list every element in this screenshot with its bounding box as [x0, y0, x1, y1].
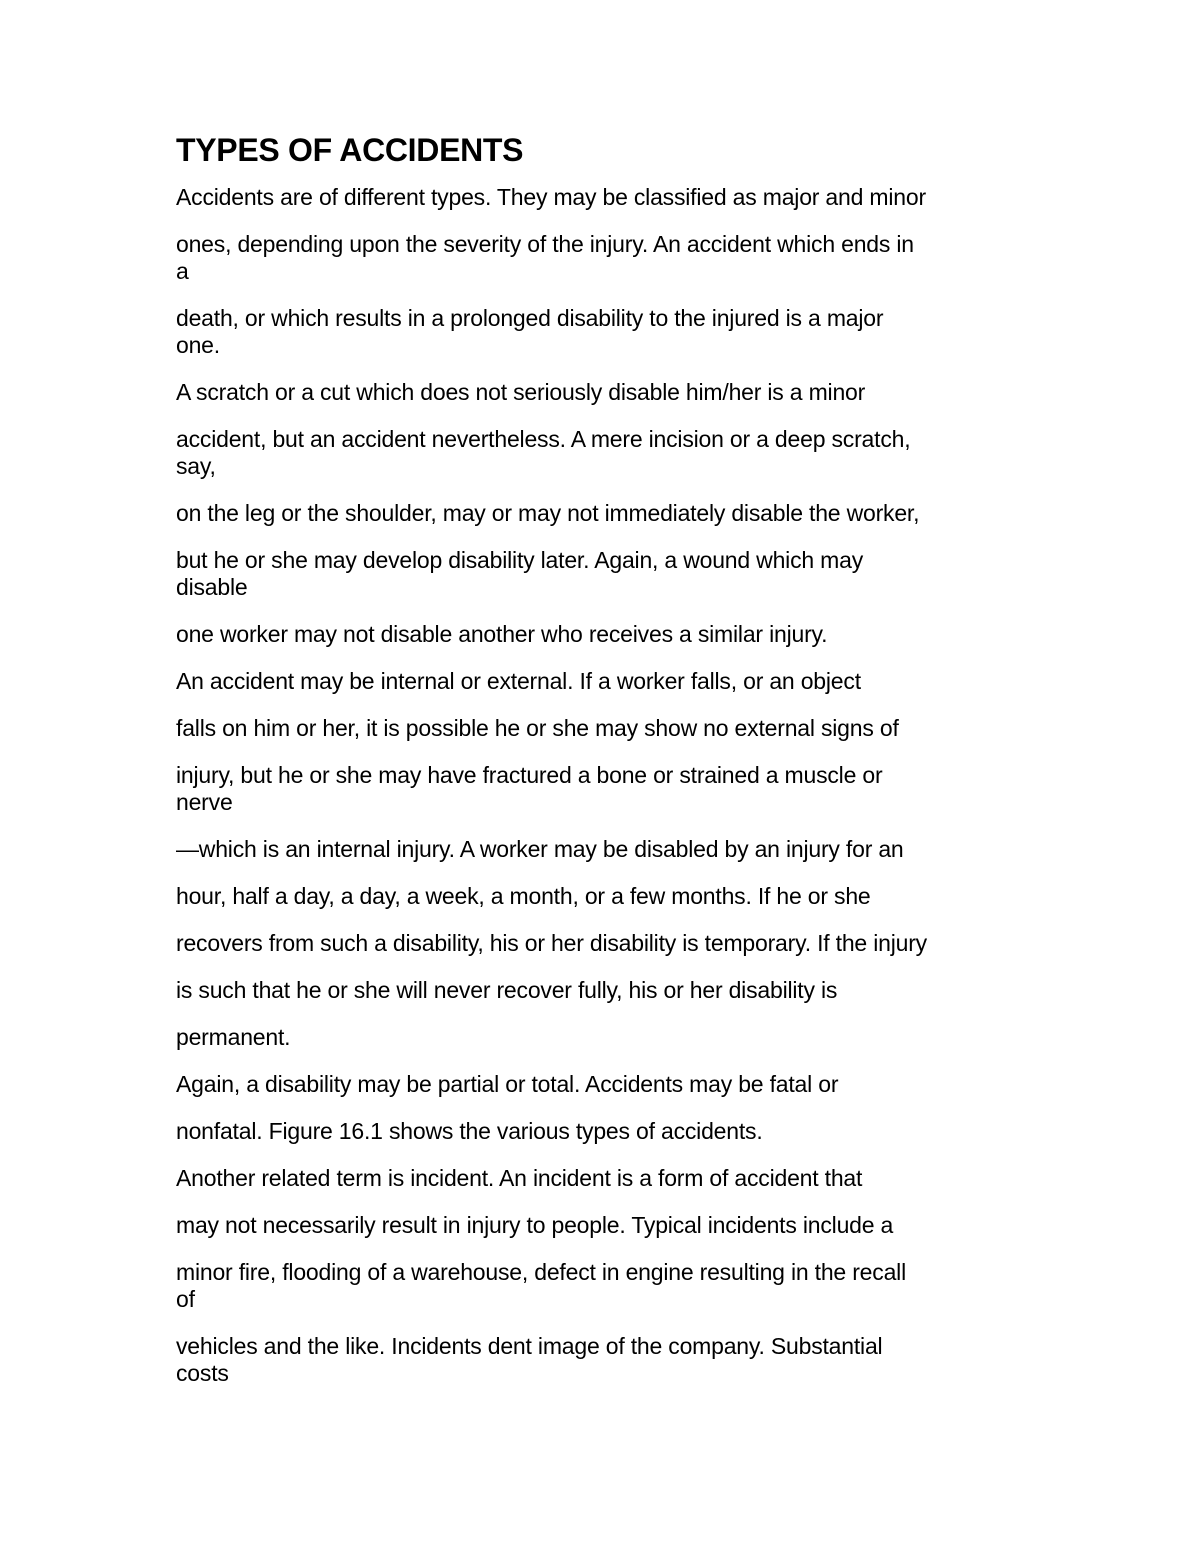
- text-line: death, or which results in a prolonged disability to the injured is a major one.: [176, 305, 884, 358]
- text-line: one worker may not disable another who receives a similar injury.: [176, 621, 828, 647]
- text-line: accident, but an accident nevertheless. A mere incision or a deep scratch, say,: [176, 426, 911, 479]
- text-line: Again, a disability may be partial or total. Accidents may be fatal or: [176, 1071, 839, 1097]
- text-line: A scratch or a cut which does not seriously disable him/her is a minor: [176, 379, 866, 405]
- text-line: but he or she may develop disability later. Again, a wound which may disable: [176, 547, 864, 600]
- text-line: vehicles and the like. Incidents dent image of the company. Substantial costs: [176, 1333, 883, 1386]
- text-line: —which is an internal injury. A worker may be disabled by an injury for an: [176, 836, 904, 862]
- text-line: Accidents are of different types. They may be classified as major and minor: [176, 184, 926, 210]
- text-line: Another related term is incident. An incident is a form of accident that: [176, 1165, 863, 1191]
- text-line: minor fire, flooding of a warehouse, defect in engine resulting in the recall of: [176, 1259, 906, 1312]
- text-lines: [176, 184, 1036, 1387]
- text-line: ones, depending upon the severity of the injury. An accident which ends in a: [176, 231, 914, 284]
- text-line: falls on him or her, it is possible he or she may show no external signs of: [176, 715, 899, 741]
- text-line: recovers from such a disability, his or her disability is temporary. If the injury: [176, 930, 927, 956]
- text-line: injury, but he or she may have fractured a bone or strained a muscle or nerve: [176, 762, 883, 815]
- text-line: is such that he or she will never recover fully, his or her disability is: [176, 977, 838, 1003]
- document-body: [176, 130, 1036, 1407]
- text-line: permanent.: [176, 1024, 291, 1050]
- text-line: on the leg or the shoulder, may or may not immediately disable the worker,: [176, 500, 920, 526]
- document-title: TYPES OF ACCIDENTS: [176, 132, 524, 168]
- text-line: may not necessarily result in injury to people. Typical incidents include a: [176, 1212, 894, 1238]
- text-line: nonfatal. Figure 16.1 shows the various types of accidents.: [176, 1118, 763, 1144]
- text-line: hour, half a day, a day, a week, a month, or a few months. If he or she: [176, 883, 871, 909]
- text-line: An accident may be internal or external. If a worker falls, or an object: [176, 668, 861, 694]
